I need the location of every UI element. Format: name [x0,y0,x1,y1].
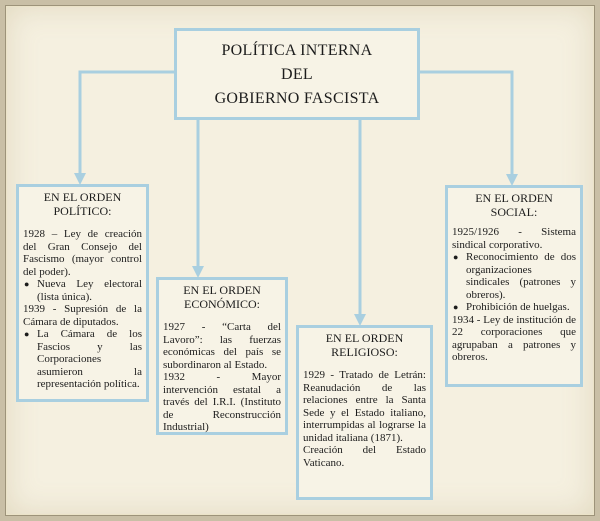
social-header-line-1: EN EL ORDEN [475,191,553,205]
social-header [448,188,580,219]
religioso-header-line-2: RELIGIOSO: [331,345,398,359]
politico-header-line-2: POLÍTICO: [53,204,112,218]
social-header-line-2: SOCIAL: [490,205,538,219]
social-item-1: 1925/1926 - Sistema sindical corporativo. [452,226,576,251]
economico-item-1: 1927 - “Carta del Lavoro”: las fuerzas económicas del país se subordinaron al Estado. [163,321,281,371]
economico-header-line-1: EN EL ORDEN [183,283,261,297]
politico-item-2: ● Nueva Ley electoral (lista única). [23,278,142,303]
box-orden-politico [16,184,149,402]
social-item-4: 1934 - Ley de institución de 22 corporaciones que agrupaban a patrones y obreros. [452,313,576,363]
religioso-item-2: Creación del Estado Vaticano. [303,444,426,469]
title-box [174,28,420,120]
box-orden-economico [156,277,288,435]
economico-header-line-2: ECONÓMICO: [183,297,260,311]
politico-item-4: ● La Cámara de los Fascios y las Corporaciones asumieron la representación política. [23,328,142,391]
politico-header-line-1: EN EL ORDEN [43,190,122,204]
religioso-item-1: 1929 - Tratado de Letrán: Reanudación de las relaciones entre la Santa Sede y el Estado italiano, interrumpidas al lograrse la unidad italiana (1871). [303,369,426,444]
social-item-2: ● Reconocimiento de dos organizaciones sindicales (patrones y obreros). [452,251,576,301]
arrow-to-religioso [354,120,366,326]
religioso-body [299,369,430,469]
arrow-to-social [418,72,518,186]
economico-header [159,280,285,311]
box-orden-social [445,185,583,387]
title-line-1: POLÍTICA INTERNA [221,42,373,59]
religioso-header-line-1: EN EL ORDEN [325,331,404,345]
politico-header [19,187,146,218]
arrow-to-politico [74,72,176,185]
economico-item-2: 1932 - Mayor intervención estatal a través del I.R.I. (Instituto de Reconstrucción Industrial) [163,371,281,433]
politico-item-1: 1928 – Ley de creación del Gran Consejo del Fascismo (mayor control del poder). [23,228,142,278]
arrow-to-economico [192,120,204,278]
religioso-header [299,328,430,359]
politico-item-3: 1939 - Supresión de la Cámara de diputados. [23,303,142,328]
box-orden-religioso [296,325,433,500]
politico-body [19,228,146,391]
title-line-3: GOBIERNO FASCISTA [214,90,380,107]
social-item-3: ● Prohibición de huelgas. [452,301,576,314]
social-body [448,226,580,364]
economico-body [159,321,285,434]
title-line-2: DEL [280,66,313,83]
